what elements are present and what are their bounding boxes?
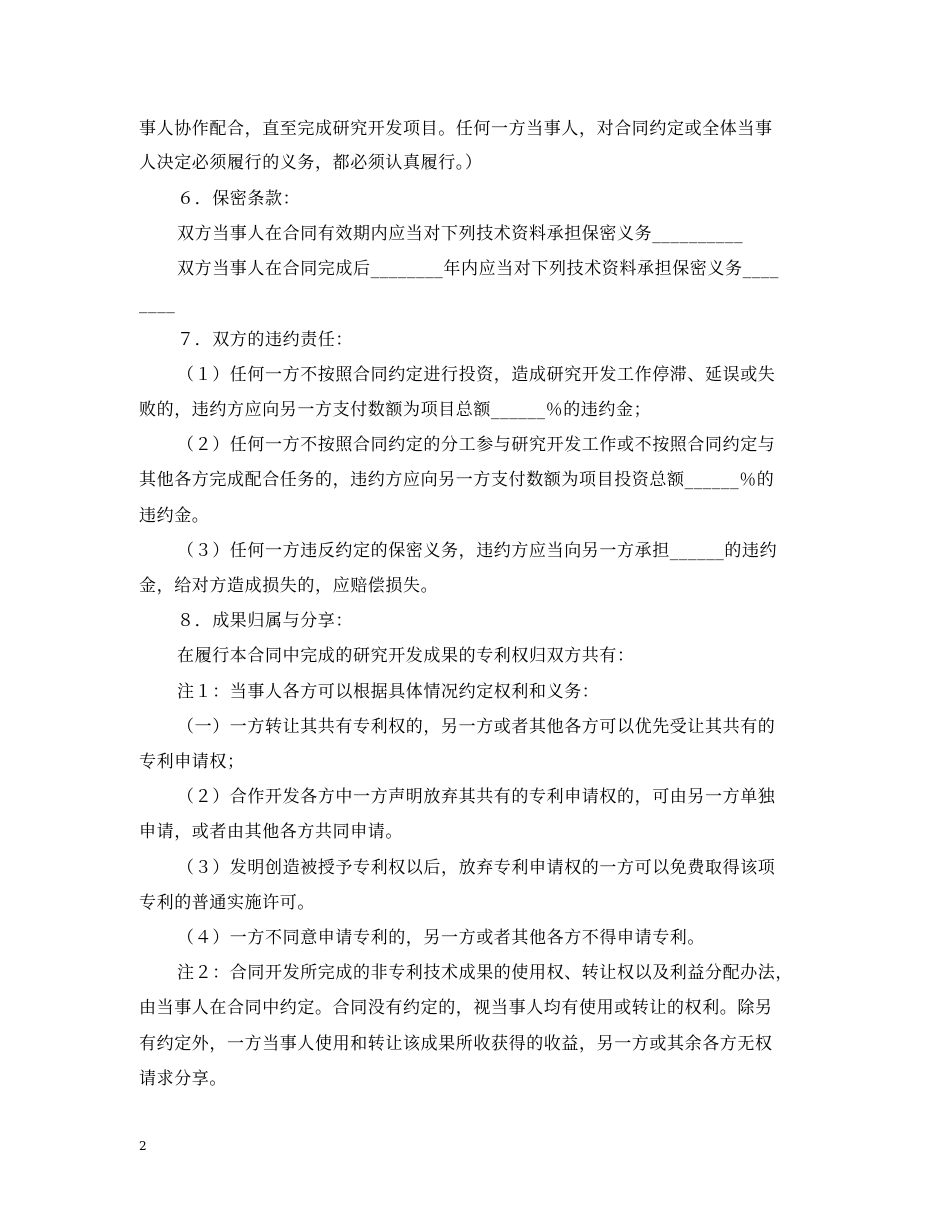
- body-text-line: 败的，违约方应向另一方支付数额为项目总额______％的违约金；: [139, 400, 652, 420]
- body-text-line: 事人协作配合，直至完成研究开发项目。任何一方当事人，对合同约定或全体当事: [139, 119, 773, 139]
- body-text-line: 请求分享。: [139, 1069, 227, 1089]
- body-text-line: 由当事人在合同中约定。合同没有约定的，视当事人均有使用或转让的权利。除另: [139, 998, 773, 1018]
- page-number: 2: [139, 1139, 147, 1153]
- body-text-line: 有约定外，一方当事人使用和转让该成果所收获得的收益，另一方或其余各方无权: [139, 1034, 773, 1054]
- body-text-line: 双方当事人在合同有效期内应当对下列技术资料承担保密义务__________: [177, 224, 744, 244]
- body-text-line: 双方当事人在合同完成后________年内应当对下列技术资料承担保密义务____: [177, 259, 779, 279]
- section-heading-liability: ７．双方的违约责任：: [177, 330, 353, 350]
- body-text-line: 违约金。: [139, 506, 210, 526]
- section-heading-results: ８．成果归属与分享：: [177, 611, 353, 631]
- body-text-line: 专利申请权；: [139, 752, 245, 772]
- note-line: 注１：当事人各方可以根据具体情况约定权利和义务：: [177, 682, 600, 702]
- body-text-line: 申请，或者由其他各方共同申请。: [139, 822, 403, 842]
- body-text-line: （４）一方不同意申请专利的，另一方或者其他各方不得申请专利。: [177, 928, 705, 948]
- body-text-line: 人决定必须履行的义务，都必须认真履行。）: [139, 153, 483, 173]
- body-text-line: （３）发明创造被授予专利权以后，放弃专利申请权的一方可以免费取得该项: [177, 858, 776, 878]
- body-text-line: 在履行本合同中完成的研究开发成果的专利权归双方共有：: [177, 646, 635, 666]
- body-text-line: 其他各方完成配合任务的，违约方应向另一方支付数额为项目投资总额______％的: [139, 470, 775, 490]
- body-text-line: （一）一方转让其共有专利权的，另一方或者其他各方可以优先受让其共有的: [177, 717, 776, 737]
- body-text-line: （２）任何一方不按照合同约定的分工参与研究开发工作或不按照合同约定与: [177, 435, 776, 455]
- body-text-line: 金，给对方造成损失的，应赔偿损失。: [139, 576, 439, 596]
- body-text-line: 专利的普通实施许可。: [139, 893, 315, 913]
- note-line: 注２：合同开发所完成的非专利技术成果的使用权、转让权以及利益分配办法，: [177, 963, 793, 983]
- body-text-line: ____: [139, 294, 176, 314]
- body-text-line: （２）合作开发各方中一方声明放弃其共有的专利申请权的，可由另一方单独: [177, 787, 776, 807]
- section-heading-confidentiality: ６．保密条款：: [177, 189, 301, 209]
- body-text-line: （３）任何一方违反约定的保密义务，违约方应当向另一方承担______的违约: [177, 541, 778, 561]
- body-text-line: （１）任何一方不按照合同约定进行投资，造成研究开发工作停滞、延误或失: [177, 365, 776, 385]
